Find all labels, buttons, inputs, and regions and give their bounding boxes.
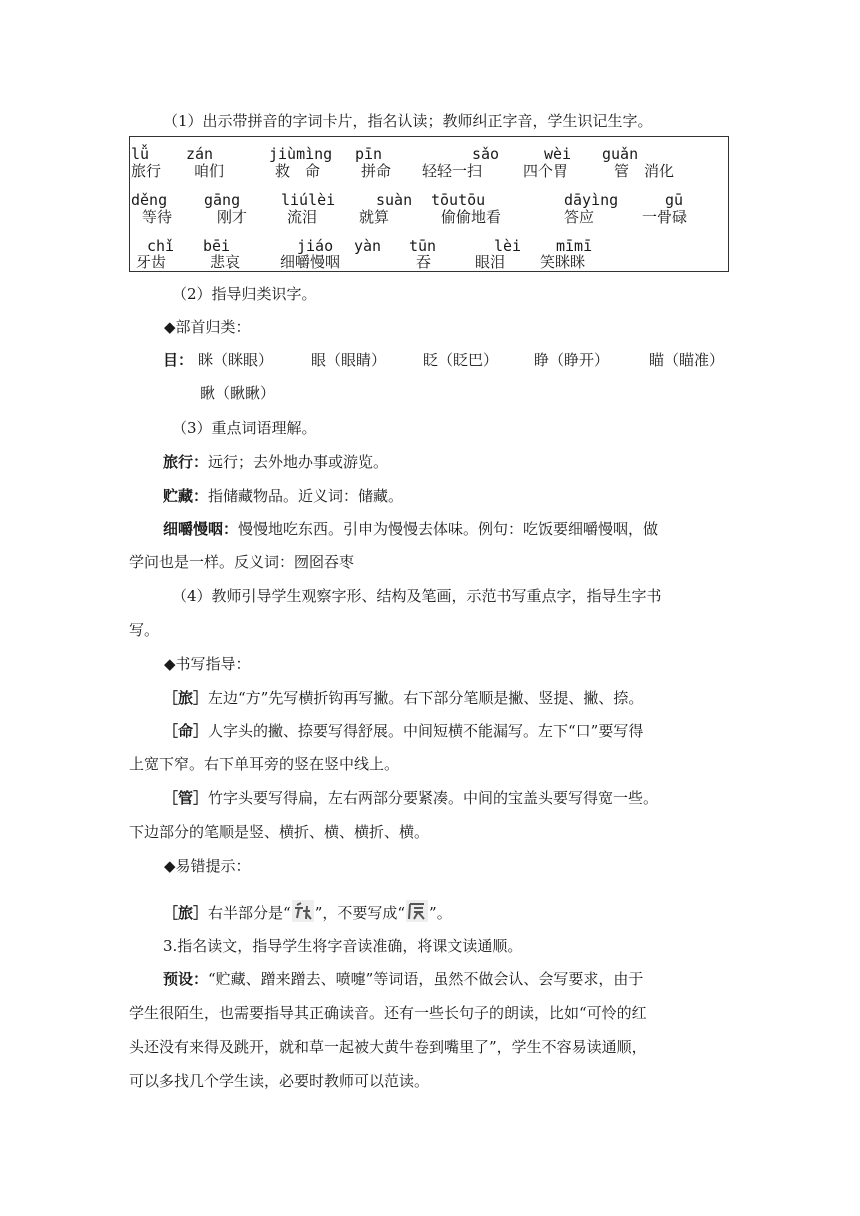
term-definition (163, 486, 403, 506)
radical-item: 眼（眼睛） (311, 351, 387, 369)
word: 管 (614, 162, 630, 180)
preset-label: 预设： (163, 970, 209, 988)
word: 流泪 (287, 208, 318, 226)
word: 答应 (564, 208, 595, 226)
guide-char: ［管］ (163, 789, 209, 807)
term: 旅行： (163, 453, 209, 471)
error-text: ”。 (429, 904, 452, 922)
radical-title: ◆部首归类： (164, 318, 251, 336)
incorrect-component-image (406, 900, 428, 922)
word: 消化 (644, 162, 675, 180)
guide-char: ［旅］ (163, 689, 209, 707)
radical-item: 眯（眯眼） (198, 351, 274, 369)
preset-line (163, 969, 643, 989)
pinyin: sǎo (472, 145, 500, 163)
writing-guide-cont: 下边部分的笔顺是竖、横折、横、横折、横。 (129, 823, 430, 841)
guide-text: 竹字头要写得扁，左右两部分要紧凑。中间的宝盖头要写得宽一些。 (208, 789, 659, 807)
writing-title: ◆书写指导： (164, 655, 251, 673)
pinyin: wèi (544, 145, 572, 163)
pinyin: zán (186, 145, 214, 163)
radical-row (163, 350, 736, 370)
word: 旅行 (131, 162, 162, 180)
word: 拼命 (361, 162, 392, 180)
writing-guide-cont: 上宽下窄。右下单耳旁的竖在竖中线上。 (129, 755, 400, 773)
pinyin: děng (131, 191, 168, 209)
definition: 指储藏物品。近义词：储藏。 (208, 487, 404, 505)
term-definition-cont: 学问也是一样。反义词：囫囵吞枣 (129, 553, 355, 571)
preset-line: 可以多找几个学生读，必要时教师可以范读。 (129, 1072, 430, 1090)
pinyin: jiáo (297, 237, 334, 255)
pinyin: chǐ (147, 237, 175, 255)
pinyin: pīn (355, 145, 383, 163)
radical-item: 瞅（瞅瞅） (200, 384, 276, 402)
word: 悲哀 (210, 253, 241, 271)
step-4: （4）教师引导学生观察字形、结构及笔画，示范书写重点字，指导生字书 (172, 587, 662, 605)
pinyin: lǚ (131, 145, 150, 163)
pinyin: lèi (494, 237, 522, 255)
term: 细嚼慢咽： (163, 520, 239, 538)
radical-item: 眨（眨巴） (423, 351, 499, 369)
term-definition (163, 452, 388, 472)
guide-char: ［旅］ (163, 904, 209, 922)
pinyin: yàn (354, 237, 382, 255)
term-definition (163, 519, 658, 539)
guide-text: 左边“方”先写横折钩再写撇。右下部分笔顺是撇、竖提、撇、捺。 (208, 689, 644, 707)
guide-char: ［命］ (163, 722, 209, 740)
word: 笑眯眯 (540, 253, 586, 271)
term: 贮藏： (163, 487, 209, 505)
writing-guide (163, 788, 658, 808)
pinyin-word-card (129, 136, 729, 272)
step-2: （2）指导归类识字。 (172, 285, 317, 303)
word: 救 命 (275, 162, 321, 180)
preset-line: 学生很陌生，也需要指导其正确读音。还有一些长句子的朗读，比如“可怜的红 (129, 1004, 647, 1022)
word: 细嚼慢咽 (280, 253, 341, 271)
step-4-cont: 写。 (129, 621, 160, 639)
word: 眼泪 (475, 253, 506, 271)
pinyin: mīmī (556, 237, 593, 255)
error-tip (163, 900, 452, 923)
error-text: 右半部分是“ (208, 904, 291, 922)
word: 刚才 (217, 208, 248, 226)
step-3-reading: 3.指名读文，指导学生将字音读准确，将课文读通顺。 (163, 937, 523, 955)
writing-guide (163, 721, 643, 741)
word: 一骨碌 (642, 208, 688, 226)
correct-component-image (292, 900, 314, 922)
pinyin: jiùmìng (269, 145, 333, 163)
intro-line: （1）出示带拼音的字词卡片，指名认读；教师纠正字音，学生识记生字。 (163, 112, 653, 130)
radical-item: 瞄（瞄准） (649, 351, 725, 369)
pinyin: tūn (409, 237, 437, 255)
pinyin: dāyìng (564, 191, 619, 209)
writing-guide (163, 688, 643, 708)
pinyin: tōutōu (431, 191, 486, 209)
pinyin: suàn (376, 191, 413, 209)
word: 吞 (416, 253, 432, 271)
radical-label: 目： (163, 351, 194, 369)
preset-line: 头还没有来得及跳开，就和草一起被大黄牛卷到嘴里了”，学生不容易读通顺， (129, 1038, 647, 1056)
word: 轻轻一扫 (422, 162, 483, 180)
word: 就算 (359, 208, 390, 226)
word: 牙齿 (136, 253, 167, 271)
pinyin: gū (665, 191, 684, 209)
guide-text: 人字头的撇、捺要写得舒展。中间短横不能漏写。左下“口”要写得 (208, 722, 644, 740)
word: 等待 (142, 208, 173, 226)
word: 咱们 (194, 162, 225, 180)
radical-item: 睁（睁开） (534, 351, 610, 369)
pinyin: liúlèi (281, 191, 336, 209)
definition: 慢慢地吃东西。引申为慢慢去体味。例句：吃饭要细嚼慢咽，做 (238, 520, 659, 538)
definition: 远行；去外地办事或游览。 (208, 453, 389, 471)
pinyin: guǎn (602, 145, 639, 163)
word: 偷偷地看 (441, 208, 502, 226)
error-text: ”，不要写成“ (314, 904, 406, 922)
error-title: ◆易错提示： (164, 857, 251, 875)
word: 四个胃 (523, 162, 569, 180)
preset-text: “贮藏、蹭来蹭去、喷嚏”等词语，虽然不做会认、会写要求，由于 (208, 970, 644, 988)
step-3: （3）重点词语理解。 (172, 419, 317, 437)
pinyin: bēi (203, 237, 231, 255)
pinyin: gāng (204, 191, 241, 209)
